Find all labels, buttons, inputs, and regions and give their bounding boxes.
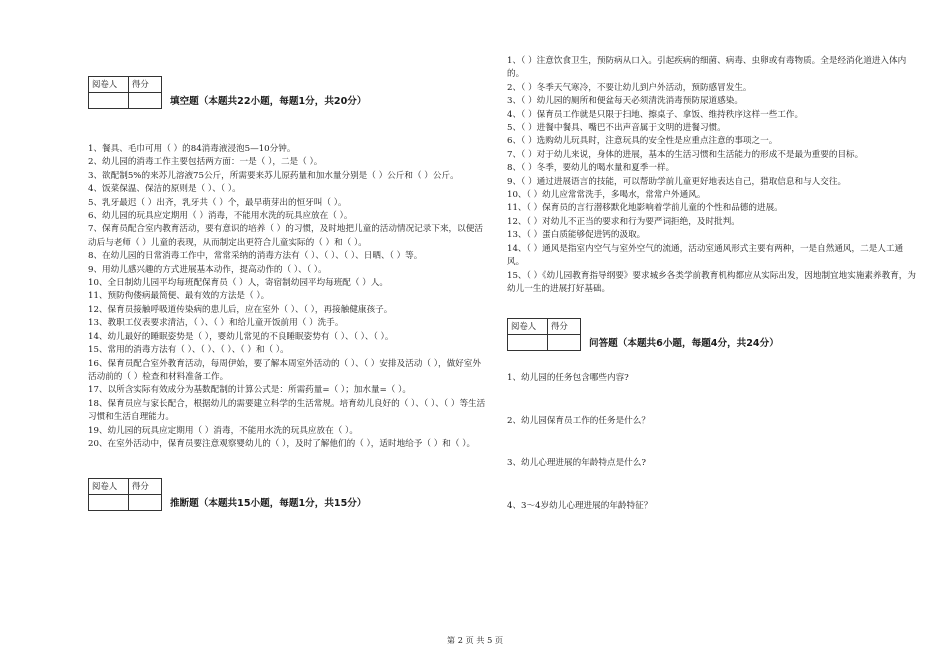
score-table [88, 478, 162, 511]
question-item: 3、欲配制5%的来苏儿溶液75公斤，所需要来苏儿原药量和加水量分别是（ ）公斤和（ ）公斤。 [88, 170, 459, 181]
question-item: 10、（ ）幼儿应常常洗手，多喝水，常常户外通风。 [507, 190, 706, 201]
score-table [507, 318, 581, 351]
question-item: 8、在幼儿园的日常消毒工作中，常常采纳的消毒方法有（ ）、（ ）、（ ）、日晒、（ ）等。 [88, 251, 423, 262]
reviewer-cell [89, 495, 129, 511]
right-column [507, 55, 917, 542]
reviewer-label: 阅卷人 [89, 77, 129, 93]
question-item: 14、（ ）通风是指室内空气与室外空气的流通，活动室通风形式主要有两种，一是自然通风，二是人工通风。 [507, 243, 904, 268]
question-item: 1、（ ）注意饮食卫生，预防病从口入。引起疾病的细菌、病毒、虫卵或有毒物质。全是经消化道进入体内的。 [507, 56, 907, 80]
question-item: 8、（ ）冬季，要幼儿的喝水量和夏季一样。 [507, 163, 675, 174]
question-item: 4、3～4岁幼儿心理进展的年龄特征？ [507, 500, 653, 511]
reviewer-cell [89, 93, 129, 109]
question-item: 12、保育员接触呼吸道传染病的患儿后，应在室外（ ）、（ ），再接触健康孩子。 [88, 304, 393, 315]
fill-question-list [88, 143, 488, 451]
question-item: 17、以所含实际有效成分为基数配制的计算公式是：所需药量=（ ）；加水量=（ ）。 [88, 385, 411, 396]
question-item: 12、（ ）对幼儿不正当的要求和行为要严词拒绝，及时批判。 [507, 216, 740, 227]
question-item: 3、幼儿心理进展的年龄特点是什么? [507, 458, 646, 469]
reviewer-label: 阅卷人 [508, 319, 548, 335]
question-item: 4、（ ）保育员工作就是只限于扫地、擦桌子、拿饭、维持秩序这样一些工作。 [507, 109, 804, 120]
question-item: 9、（ ）通过进展语言的技能，可以帮助学前儿童更好地表达自己，猎取信息和与人交往。 [507, 176, 847, 187]
judge-section-header [88, 478, 488, 510]
question-item: 11、预防佝偻病最简便、最有效的方法是（ ）。 [88, 291, 270, 302]
page-footer: 第 2 页 共 5 页 [446, 635, 504, 645]
question-item: 5、（ ）进餐中餐具、嘴巴不出声音属于文明的进餐习惯。 [507, 123, 726, 134]
question-item: 16、保育员配合室外教育活动，每周伊始，要了解本周室外活动的（ ）、（ ）安排及活动（ ），做好室外活动前的（ ）检查和材料准备工作。 [88, 358, 481, 382]
question-item: 15、常用的消毒方法有（ ）、（ ）、（ ）、（ ）和（ ）。 [88, 345, 289, 356]
question-item: 19、幼儿园的玩具应定期用（ ）消毒，不能用水洗的玩具应放在（ ）。 [88, 425, 358, 436]
question-item: 1、餐具、毛巾可用（ ）的84消毒液浸泡5—10分钟。 [88, 144, 296, 154]
question-item: 5、乳牙最迟（ ）出齐，乳牙共（ ）个，最早萌芽出的恒牙叫（ ）。 [88, 197, 347, 208]
score-label: 得分 [548, 319, 581, 335]
score-cell [548, 335, 581, 351]
question-item: 10、全日制幼儿园平均每班配保育员（ ）人，寄宿制幼园平均每班配（ ）人。 [88, 278, 388, 289]
question-item: 20、在室外活动中，保育员要注意观察婴幼儿的（ ），及时了解他们的（ ），适时地给予（ ）和（ ）。 [88, 438, 476, 449]
reviewer-cell [508, 335, 548, 351]
left-column [88, 76, 488, 510]
question-item: 2、幼儿园的消毒工作主要包括两方面：一是（ ），二是（ ）。 [88, 157, 323, 168]
question-item: 18、保育员应与家长配合，根据幼儿的需要建立科学的生活常规。培育幼儿良好的（ ）、（ ）、（ ）等生活习惯和生活自理能力。 [88, 398, 486, 423]
question-item: 6、幼儿园的玩具应定期用（ ）消毒，不能用水洗的玩具应放在（ ）。 [88, 211, 353, 222]
qa-question-list [507, 372, 917, 513]
question-item: 2、（ ）冬季天气寒冷，不要让幼儿到户外活动，预防感冒发生。 [507, 82, 752, 93]
question-item: 15、（ ）《幼儿园教育指导纲要》要求城乡各类学前教育机构都应从实际出发，因地制宜地实施素养教育，为幼儿一生的进展打好基础。 [507, 270, 916, 294]
judge-section-title: 推断题（本题共15小题，每题1分，共15分） [170, 498, 367, 510]
score-label: 得分 [129, 479, 162, 495]
question-item: 13、教职工仪表要求清洁，（ ）、（ ）和给儿童开饭前用（ ）洗手。 [88, 318, 344, 329]
question-item: 7、保育员配合室内教育活动，要有意识的培养（ ）的习惯，及时地把儿童的活动情况记录下来，以便活动后与老师（ ）儿童的表现，从而制定出更符合儿童实际的（ ）和（ ）。 [88, 224, 483, 248]
reviewer-label: 阅卷人 [89, 479, 129, 495]
question-item: 13、（ ）蛋白质能够促进钙的汲取。 [507, 230, 646, 241]
score-table [88, 76, 162, 109]
judge-question-list [507, 55, 917, 296]
question-item: 2、幼儿园保育员工作的任务是什么？ [507, 415, 650, 426]
question-item: 1、幼儿园的任务包含哪些内容? [507, 373, 629, 384]
question-item: 6、（ ）选购幼儿玩具时，注意玩具的安全性是应重点注意的事项之一。 [507, 136, 778, 147]
qa-section-title: 问答题（本题共6小题，每题4分，共24分） [589, 338, 779, 350]
question-item: 4、饭菜保温、保洁的原则是（ ）、（ ）。 [88, 184, 241, 195]
question-item: 3、（ ）幼儿园的厕所和便盆每天必须清洗消毒预防尿道感染。 [507, 96, 743, 107]
score-label: 得分 [129, 77, 162, 93]
question-item: 7、（ ）对于幼儿来说，身体的进展，基本的生活习惯和生活能力的形成不是最为重要的目标。 [507, 149, 864, 160]
score-cell [129, 93, 162, 109]
score-cell [129, 495, 162, 511]
fill-section-title: 填空题（本题共22小题，每题1分，共20分） [170, 96, 367, 107]
qa-section-header [507, 318, 917, 350]
fill-section-header [88, 76, 488, 108]
question-item: 9、用幼儿感兴趣的方式进展基本动作，提高动作的（ ）、（ ）。 [88, 264, 327, 275]
question-item: 11、（ ）保育员的言行潜移默化地影响着学前儿童的个性和品德的进展。 [507, 203, 783, 214]
question-item: 14、幼儿最好的睡眠姿势是（ ），婴幼儿常见的不良睡眠姿势有（ ）、（ ）、（ ）。 [88, 331, 394, 342]
